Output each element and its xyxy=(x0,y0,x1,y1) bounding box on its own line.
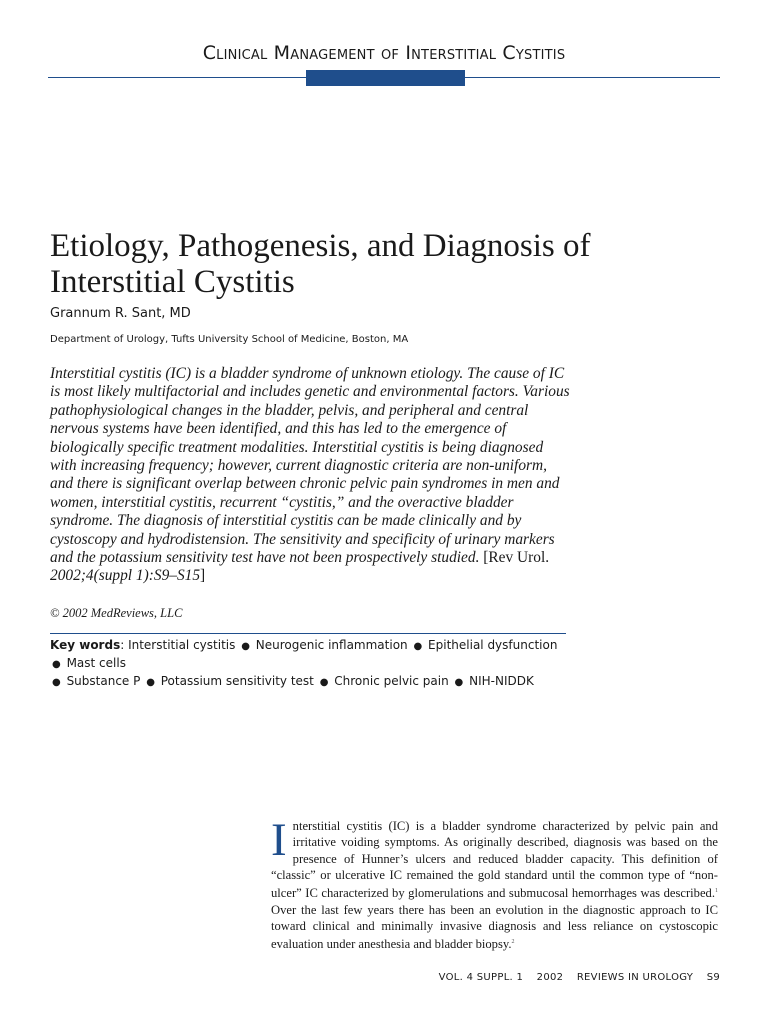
keywords-label: Key words xyxy=(50,638,121,652)
body-text-1: nterstitial cystitis (IC) is a bladder syndrome characterized by pelvic pain and irritative voiding symptoms. As originally described, diagnosis was based on the presence of Hunner’s ulcers and reduced bladder capacity. This definition of “classic” or ulcerative IC remained the gold standard until the common type of “non-ulcer” IC characterized by glomerulations and submucosal hemorrhages was described. xyxy=(271,819,718,901)
body-paragraph xyxy=(271,814,718,953)
bullet-icon: ● xyxy=(52,677,61,688)
bullet-icon: ● xyxy=(52,659,61,670)
affiliation: Department of Urology, Tufts University School of Medicine, Boston, MA xyxy=(50,334,409,345)
keyword: NIH-NIDDK xyxy=(469,674,534,688)
running-header: Clinical Management of Interstitial Cystitis xyxy=(202,42,566,64)
keywords-rule xyxy=(50,633,566,634)
drop-cap: I xyxy=(271,814,287,866)
author: Grannum R. Sant, MD xyxy=(50,306,191,321)
bullet-icon: ● xyxy=(454,677,464,688)
bullet-icon: ● xyxy=(413,641,423,652)
keyword: Substance P xyxy=(66,674,141,688)
bullet-icon: ● xyxy=(319,677,329,688)
keyword: Potassium sensitivity test xyxy=(160,674,314,688)
abstract-text: Interstitial cystitis (IC) is a bladder syndrome of unknown etiology. The cause of IC is most likely multifactorial and includes genetic and environmental factors. Various pathophysiological changes in the bladder, pelvis, and peripheral and central nervous systems have been identified, and this has led to the emergence of biologically specific treatment modalities. Interstitial cystitis is being diagnosed with increasing frequency; however, current diagnostic criteria are non-uniform, and there is significant overlap between chronic pelvic pain syndromes in men and women, interstitial cystitis, recurrent “cystitis,” and the overactive bladder syndrome. The diagnosis of interstitial cystitis can be made clinically and by cystoscopy and hydrodistension. The sensitivity and specificity of urinary markers and the potassium sensitivity test have not been prospectively studied. xyxy=(50,365,570,567)
keyword: Mast cells xyxy=(66,656,126,670)
footer-volume: VOL. 4 SUPPL. 1 xyxy=(438,972,524,983)
page-footer xyxy=(429,972,720,983)
copyright: © 2002 MedReviews, LLC xyxy=(50,606,183,620)
article-title: Etiology, Pathogenesis, and Diagnosis of Interstitial Cystitis xyxy=(50,228,591,300)
citation-open: [Rev Urol. xyxy=(483,549,550,567)
keyword: Epithelial dysfunction xyxy=(428,638,558,652)
keyword: Interstitial cystitis xyxy=(128,638,236,652)
reference-1: 1 xyxy=(715,888,718,895)
bullet-icon: ● xyxy=(146,677,155,688)
bullet-icon: ● xyxy=(241,641,250,652)
footer-journal: REVIEWS IN UROLOGY xyxy=(576,972,694,983)
reference-2: 2 xyxy=(511,939,515,946)
abstract xyxy=(50,365,572,586)
footer-year: 2002 xyxy=(536,972,564,983)
citation-ref: 2002;4(suppl 1):S9–S15 xyxy=(50,567,201,585)
header-accent-bar xyxy=(306,70,465,86)
body-text-2: Over the last few years there has been an evolution in the diagnostic approach to IC toward clinical and minimally invasive diagnosis and less reliance on cystoscopic evaluation under anesthesia and bladder biopsy. xyxy=(271,902,718,952)
keywords: Key words: Interstitial cystitis ● Neurogenic inflammation ● Epithelial dysfunction ● Mast cells ● Substance P ● Potassium sensitivity test ● Chronic pelvic pain ● NIH-NIDDK xyxy=(50,638,558,688)
keyword: Chronic pelvic pain xyxy=(334,674,449,688)
citation-close: ] xyxy=(200,567,206,585)
footer-page: S9 xyxy=(706,972,720,983)
keyword: Neurogenic inflammation xyxy=(255,638,408,652)
